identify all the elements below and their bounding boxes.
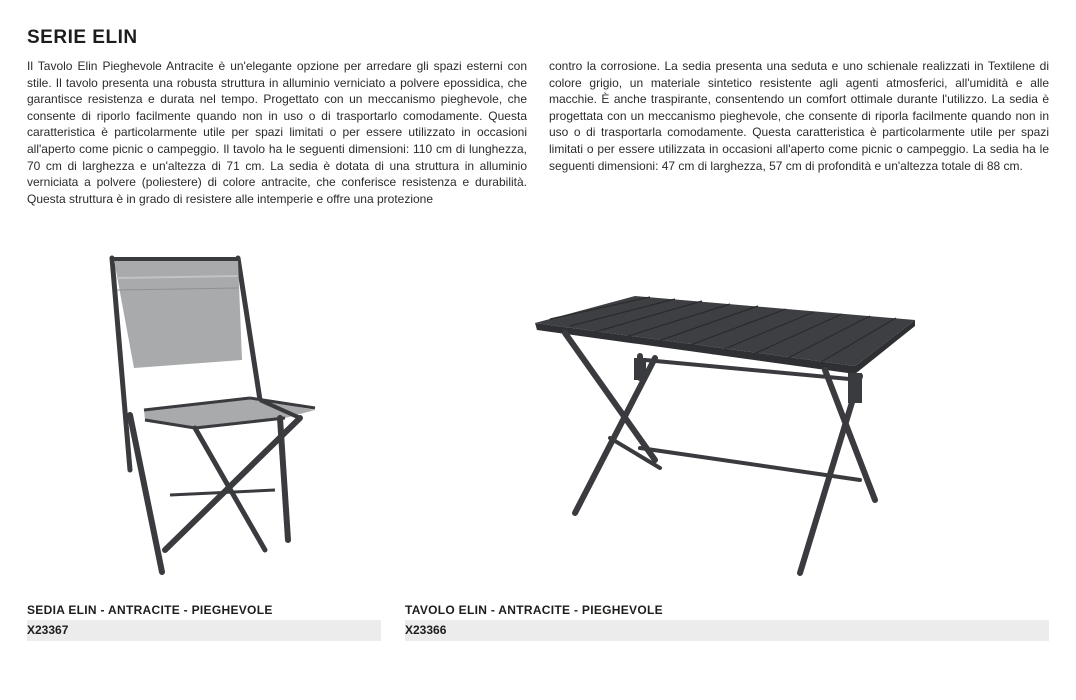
description-left: Il Tavolo Elin Pieghevole Antracite è un'elegante opzione per arredare gli spazi esterni con stile. Il tavolo presenta una robusta struttura in alluminio verniciato a polvere epossidica, che garantisce resistenza e durata nel tempo. Progettato con un meccanismo pieghevole, che consente di riporlo facilmente quando non in uso o di trasportarlo comodamente. Questa caratteristica è particolarmente utile per spazi limitati o per essere utilizzato in occasioni all'aperto come picnic o campeggio. Il tavolo ha le seguenti dimensioni: 110 cm di lunghezza, 70 cm di larghezza e un'altezza di 71 cm. La sedia è dotata di una struttura in alluminio verniciata a polvere (poliestere) di colore antracite, che conferisce resistenza e durabilità. Questa struttura è in grado di resistere alle intemperie e offre una protezione xyxy=(27,59,527,206)
chair-image xyxy=(100,250,320,580)
product-code-chair: X23367 xyxy=(27,620,381,641)
product-name-table: TAVOLO ELIN - ANTRACITE - PIEGHEVOLE xyxy=(405,603,663,617)
page-title: SERIE ELIN xyxy=(27,27,138,48)
description-right: contro la corrosione. La sedia presenta una seduta e uno schienale realizzati in Textilene di colore grigio, un materiale sintetico resistente agli agenti atmosferici, all'umidità e alle macchie. È anche traspirante, consentendo un comfort ottimale durante l'utilizzo. La sedia è progettata con un meccanismo pieghevole, che consente di riporla facilmente quando non in uso o di trasportarla comodamente. Questa caratteristica è particolarmente utile per spazi limitati o per essere utilizzata in occasioni all'aperto come picnic o campeggio. La sedia ha le seguenti dimensioni: 47 cm di larghezza, 57 cm di profondità e un'altezza totale di 88 cm. xyxy=(549,59,1049,173)
product-code-table: X23366 xyxy=(405,620,1049,641)
table-image xyxy=(530,288,925,578)
product-name-chair: SEDIA ELIN - ANTRACITE - PIEGHEVOLE xyxy=(27,603,273,617)
